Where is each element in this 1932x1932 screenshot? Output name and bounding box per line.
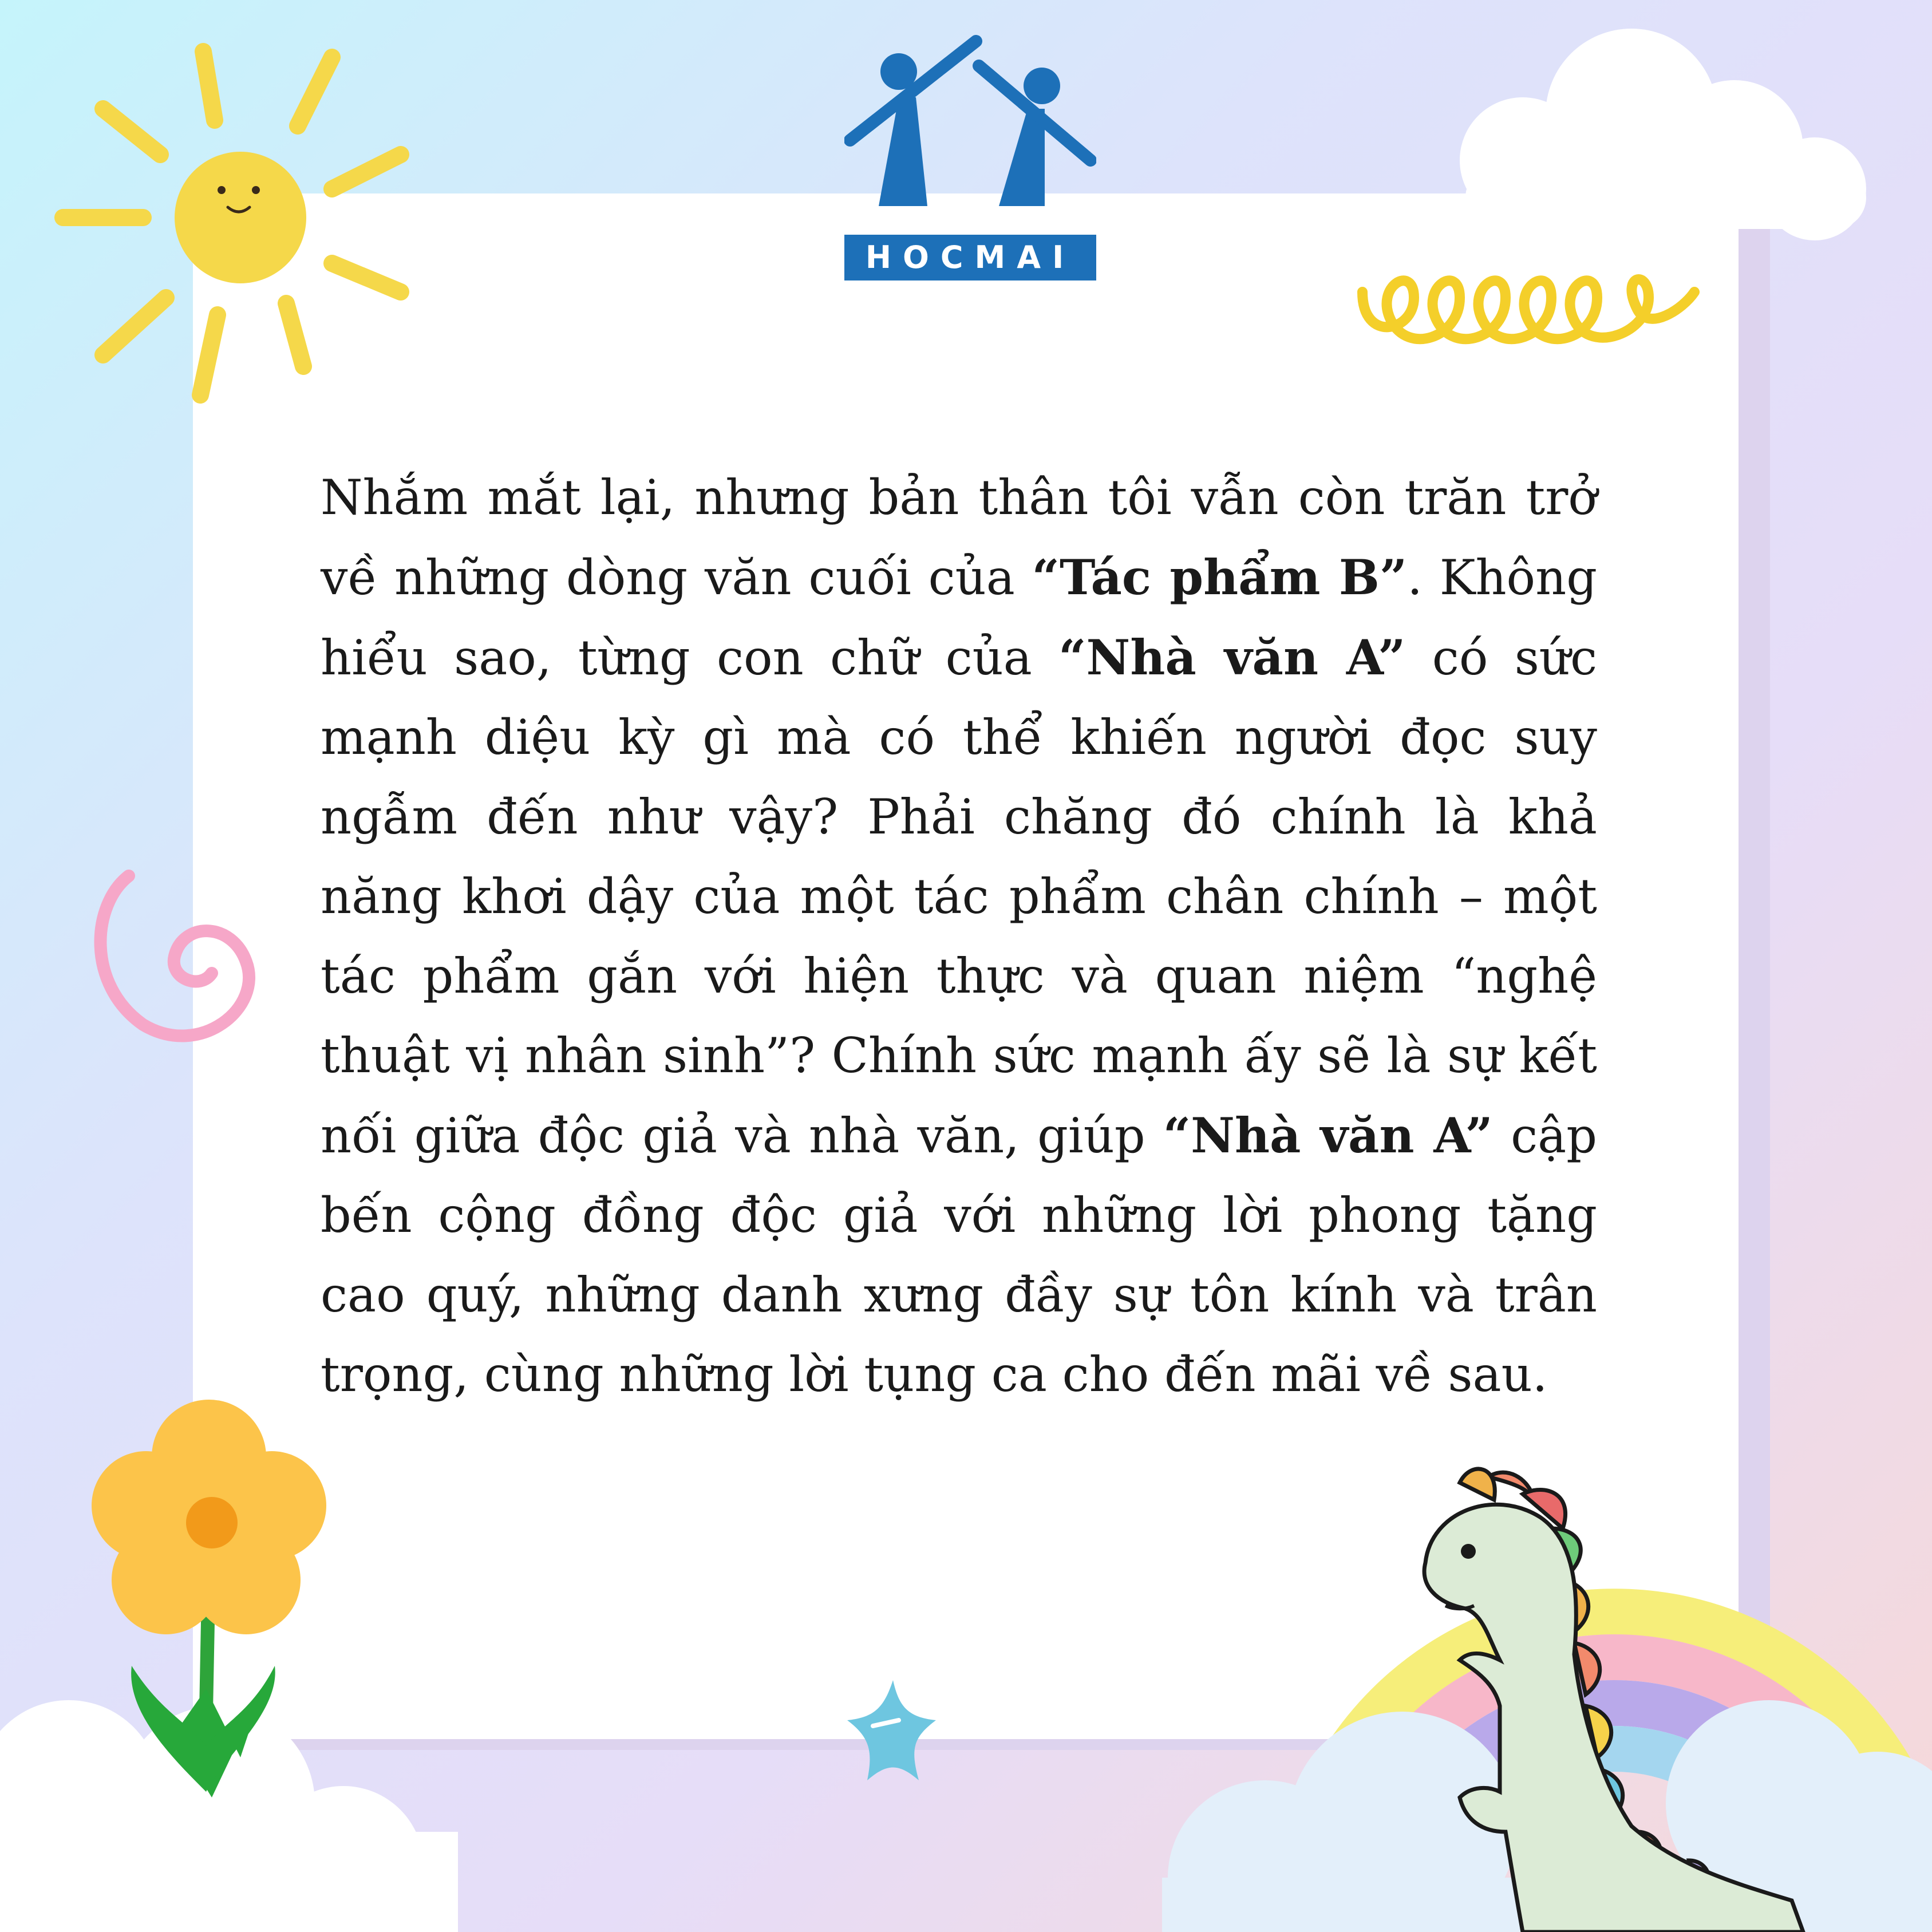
sun-icon: [46, 34, 424, 412]
paragraph-text: Nhắm mắt lại, nhưng bản thân tôi vẫn còn trăn trở về những dòng văn cuối của: [321, 469, 1597, 606]
spiral-icon: [74, 859, 280, 1065]
dinosaur-icon: [1391, 1465, 1932, 1932]
paragraph-text: cập bến cộng đồng độc giả với những lời phong tặng cao quý, những danh xưng đầy sự tôn kính và trân trọng, cùng những lời tụng ca cho đến mãi về sau.: [321, 1108, 1597, 1402]
hocmai-logo[interactable]: [844, 34, 1096, 280]
cloud-icon: [1391, 17, 1906, 246]
main-paragraph: [321, 458, 1597, 1415]
paragraph-text: . Không hiểu sao, từng con chữ của: [321, 550, 1597, 686]
star-icon: [824, 1672, 962, 1809]
squiggle-icon: [1351, 252, 1706, 366]
author-name: “Nhà văn A”: [1058, 629, 1406, 686]
work-title: “Tác phẩm B”: [1032, 549, 1408, 606]
paragraph-text: có sức mạnh diệu kỳ gì mà có thể khiến người đọc suy ngẫm đến như vậy? Phải chăng đó chính là khả năng khơi dậy của một tác phẩm chân chính – một tác phẩm gắn với hiện thực và quan niệm “nghệ thuật vị nhân sinh”? Chính sức mạnh ấy sẽ là sự kết nối giữa độc giả và nhà văn, giúp: [321, 630, 1598, 1164]
logo-wordmark: HOCMAI: [844, 235, 1096, 280]
author-name: “Nhà văn A”: [1163, 1107, 1493, 1164]
flower-icon: [92, 1391, 332, 1803]
logo-figures-icon: [844, 34, 1096, 235]
